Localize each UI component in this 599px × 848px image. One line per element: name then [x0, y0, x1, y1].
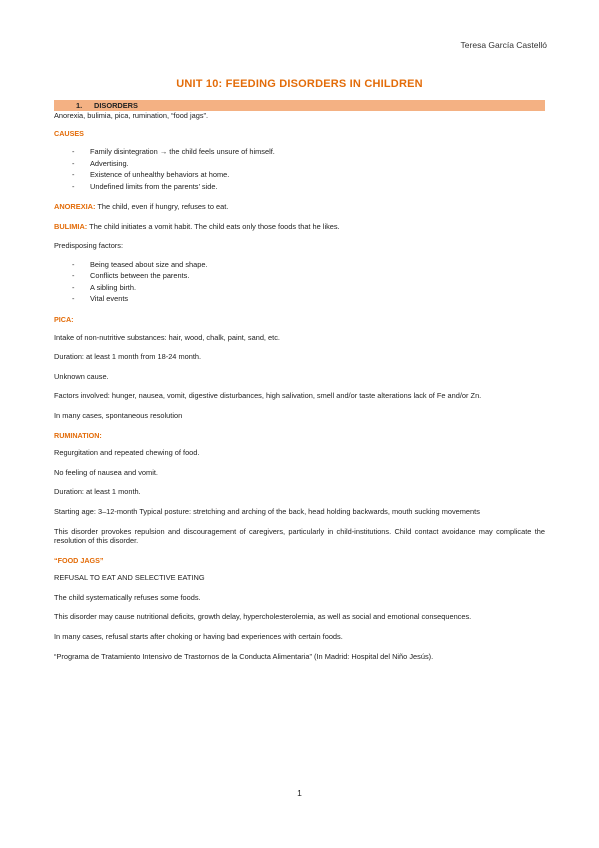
anorexia-text: The child, even if hungry, refuses to eat.: [95, 202, 229, 212]
bulimia-text: The child initiates a vomit habit. The child eats only those foods that he likes.: [87, 221, 340, 231]
header-author: Teresa García Castelló: [460, 40, 547, 50]
bulimia-paragraph: [54, 222, 545, 232]
food-jags-subheading: REFUSAL TO EAT AND SELECTIVE EATING: [54, 573, 205, 583]
section-label: DISORDERS: [94, 101, 138, 110]
page-title: UNIT 10: FEEDING DISORDERS IN CHILDREN: [176, 78, 423, 90]
list-item: - A sibling birth.: [54, 282, 545, 294]
predisposing-heading: Predisposing factors:: [54, 241, 124, 251]
list-item: - Undefined limits from the parents’ side.: [54, 181, 545, 193]
pica-paragraph: Duration: at least 1 month from 18-24 month.: [54, 352, 202, 362]
list-item: - Conflicts between the parents.: [54, 270, 545, 282]
rumination-heading: RUMINATION:: [54, 430, 102, 440]
causes-list: [54, 146, 545, 192]
pica-paragraph: Factors involved: hunger, nausea, vomit, digestive disturbances, high salivation, smell and/or taste alterations lack of Fe and/or Zn.: [54, 391, 482, 401]
food-jags-heading: “FOOD JAGS”: [54, 555, 104, 565]
food-jags-paragraph: The child systematically refuses some foods.: [54, 592, 201, 602]
rumination-paragraph: No feeling of nausea and vomit.: [54, 467, 158, 477]
pica-paragraph: Unknown cause.: [54, 371, 109, 381]
food-jags-paragraph: In many cases, refusal starts after choking or having bad experiences with certain foods.: [54, 632, 343, 642]
section-bar-disorders: [54, 100, 545, 111]
anorexia-paragraph: [54, 202, 545, 212]
section-number: 1.: [76, 101, 83, 110]
anorexia-label: ANOREXIA:: [54, 202, 96, 212]
food-jags-paragraph: “Programa de Tratamiento Intensivo de Trastornos de la Conducta Alimentaria” (In Madrid: Hospital del Niño Jesús).: [54, 651, 434, 661]
document-body: [54, 100, 545, 671]
rumination-paragraph: Starting age: 3–12-month Typical posture: stretching and arching of the back, head holding backwards, mouth sucking movements: [54, 506, 480, 516]
pica-paragraph: In many cases, spontaneous resolution: [54, 410, 183, 420]
list-item: - Family disintegration → the child feels unsure of himself.: [54, 146, 545, 158]
page-number: 1: [297, 788, 302, 798]
list-item: - Vital events: [54, 293, 545, 305]
list-item: - Advertising.: [54, 158, 545, 170]
food-jags-paragraph: This disorder may cause nutritional deficits, growth delay, hypercholesterolemia, as well as social and emotional consequences.: [54, 612, 472, 622]
intro-text: Anorexia, bulimia, pica, rumination, “food jags”.: [54, 111, 209, 120]
rumination-paragraph: This disorder provokes repulsion and discouragement of caregivers, particularly in child-institutions. Child contact avoidance may complicate the resolution of this disorder.: [54, 526, 545, 546]
bulimia-label: BULIMIA:: [54, 221, 88, 231]
rumination-paragraph: Regurgitation and repeated chewing of food.: [54, 448, 200, 458]
pica-paragraph: Intake of non-nutritive substances: hair, wood, chalk, paint, sand, etc.: [54, 332, 280, 342]
pica-heading: PICA:: [54, 314, 74, 324]
list-item: - Being teased about size and shape.: [54, 259, 545, 271]
predisposing-list: [54, 259, 545, 305]
list-item: - Existence of unhealthy behaviors at home.: [54, 169, 545, 181]
rumination-paragraph: Duration: at least 1 month.: [54, 487, 141, 497]
causes-heading: CAUSES: [54, 128, 84, 138]
